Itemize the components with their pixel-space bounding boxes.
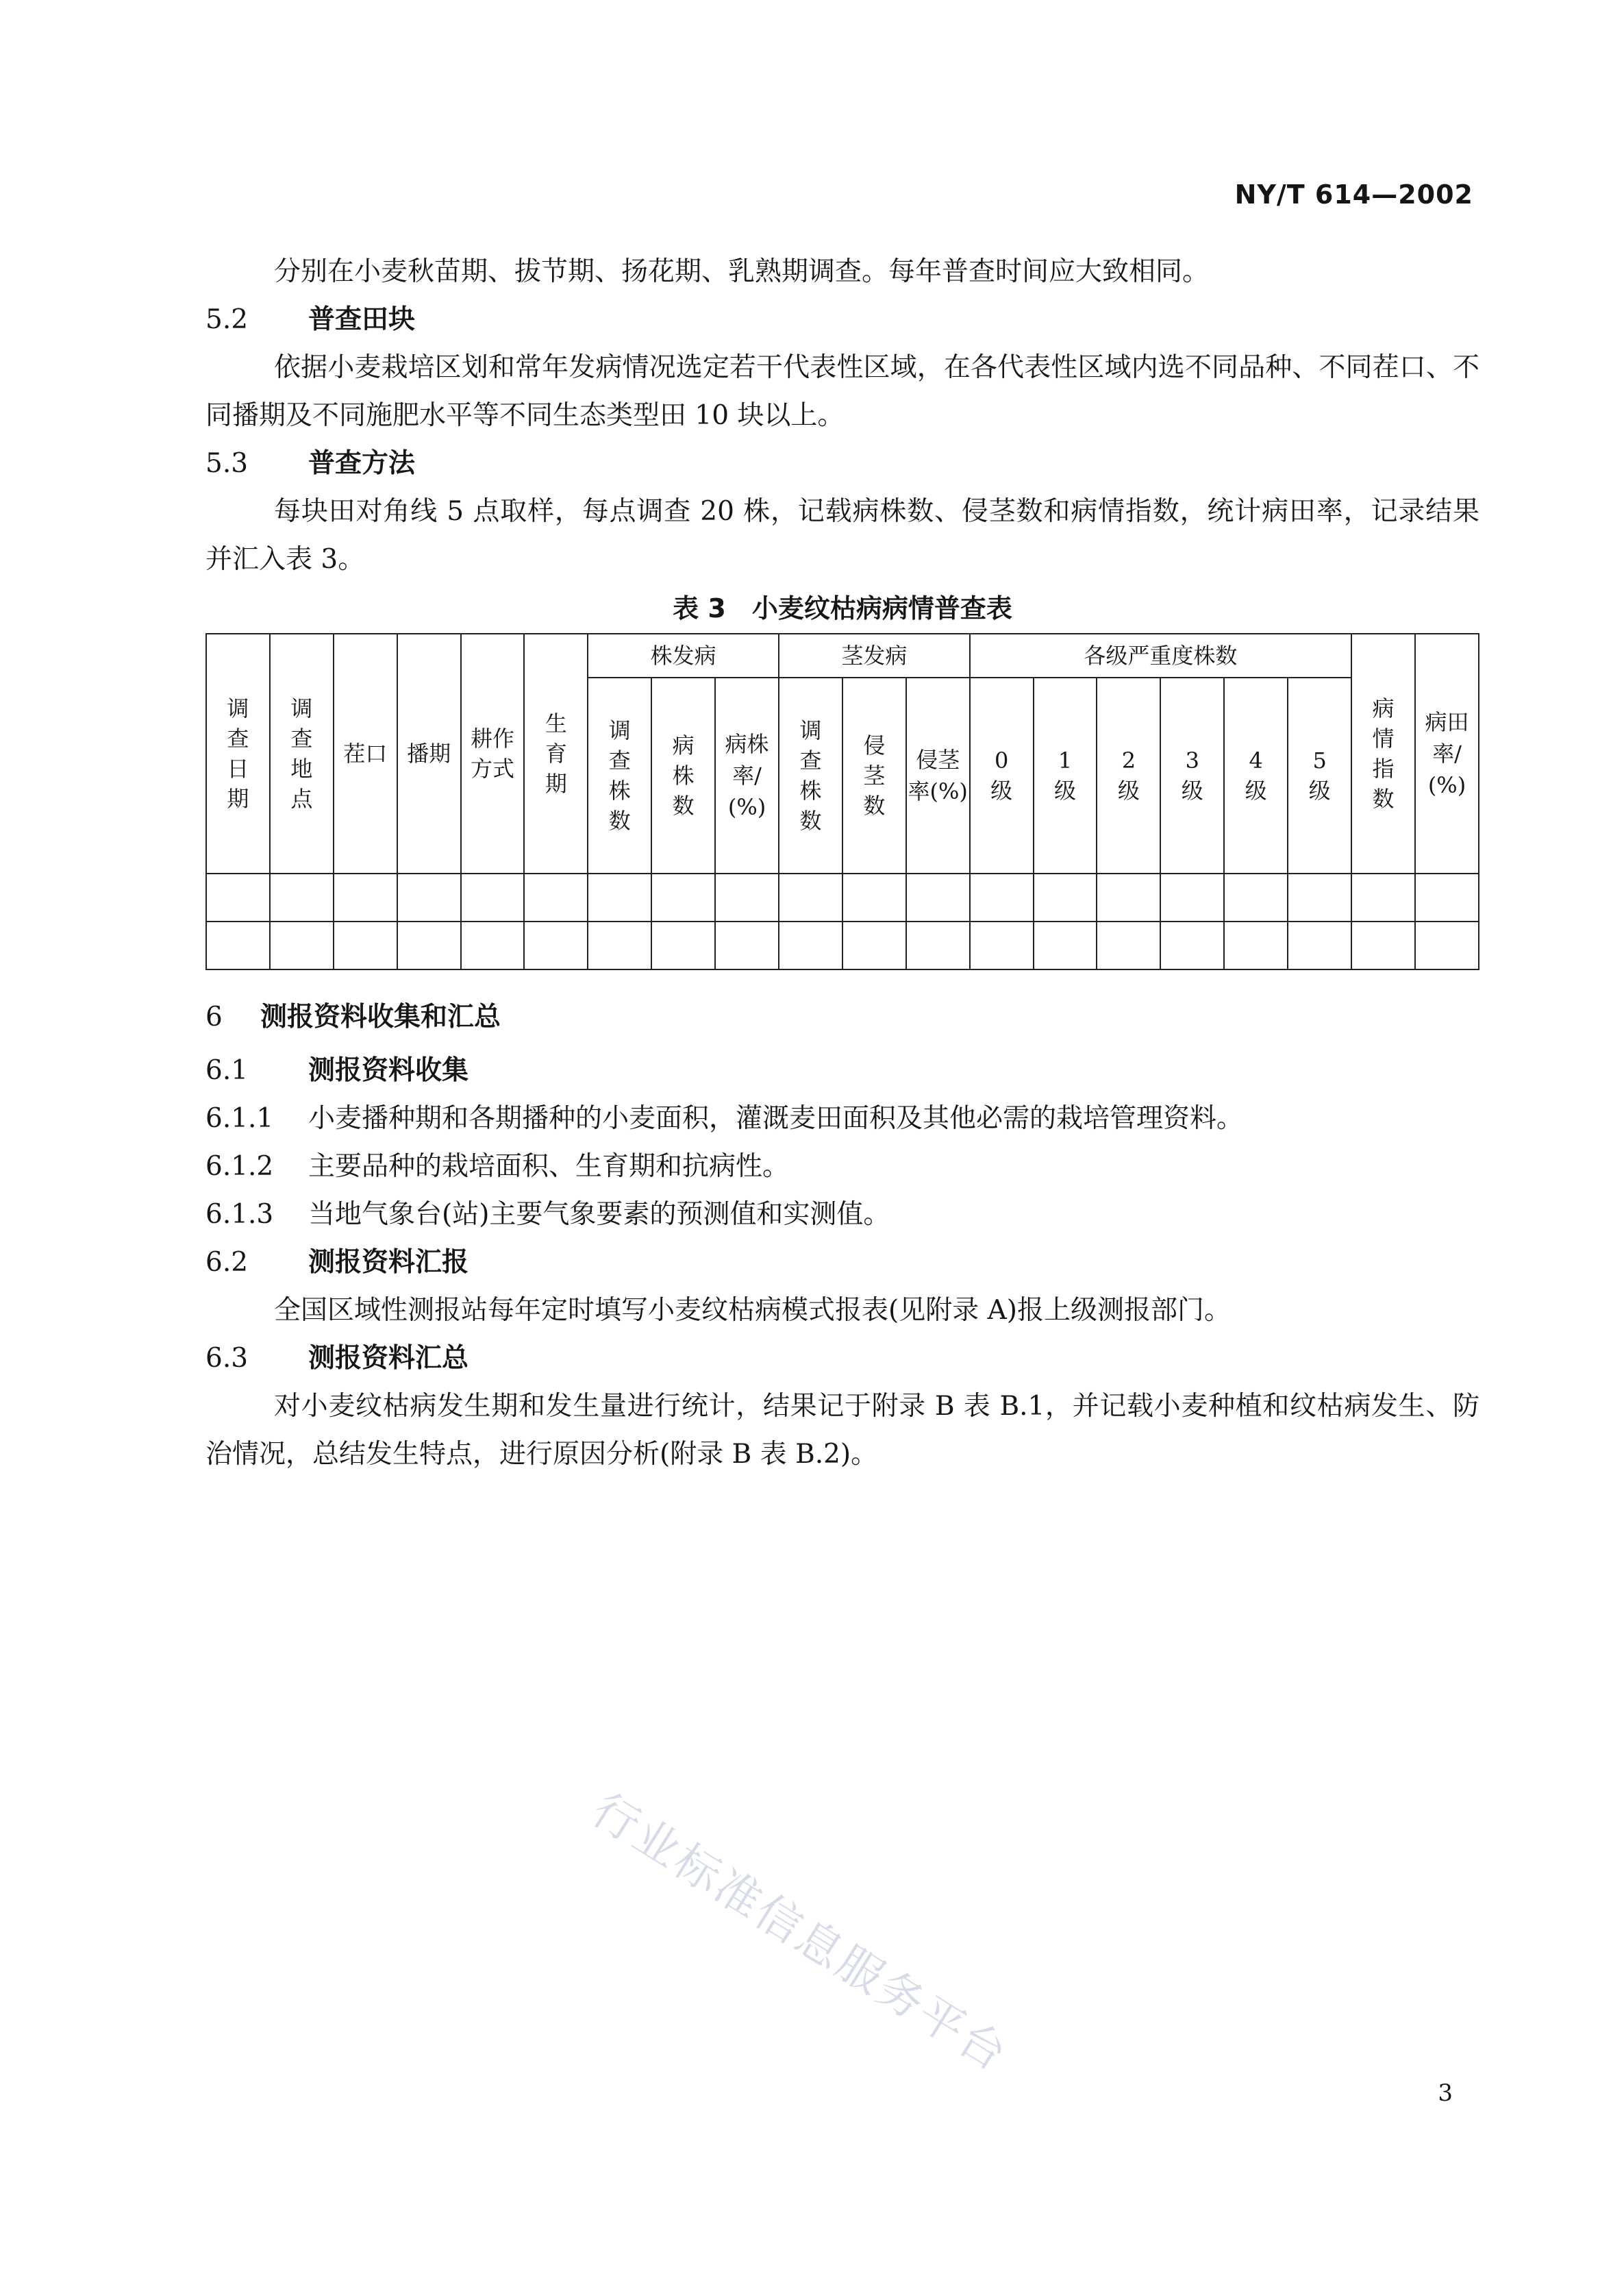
table-cell bbox=[397, 874, 461, 922]
header-cell: 病情指数 bbox=[1351, 634, 1415, 874]
paragraph-6-2: 全国区域性测报站每年定时填写小麦纹枯病模式报表(见附录 A)报上级测报部门。 bbox=[274, 1295, 1231, 1326]
header-cell: 调查株数 bbox=[588, 678, 651, 874]
table-cell bbox=[524, 922, 588, 969]
heading-title: 测报资料汇报 bbox=[308, 1247, 469, 1278]
table-cell bbox=[651, 874, 715, 922]
header-cell: 3级 bbox=[1160, 678, 1224, 874]
heading-title: 测报资料汇总 bbox=[308, 1343, 469, 1374]
table-cell bbox=[970, 922, 1034, 969]
table-cell bbox=[588, 922, 651, 969]
table-cell bbox=[1097, 922, 1160, 969]
header-cell: 侵茎率(%) bbox=[906, 678, 970, 874]
table-cell bbox=[1288, 922, 1351, 969]
table-cell bbox=[715, 874, 779, 922]
table-cell bbox=[461, 922, 525, 969]
heading-6 bbox=[205, 993, 1479, 1041]
heading-5-2 bbox=[205, 296, 1479, 344]
table-cell bbox=[1288, 874, 1351, 922]
table-cell bbox=[906, 874, 970, 922]
heading-6-1 bbox=[205, 1047, 1479, 1095]
table-cell bbox=[715, 922, 779, 969]
table-cell bbox=[1034, 922, 1097, 969]
header-cell: 播期 bbox=[397, 634, 461, 874]
item-number: 6.1.1 bbox=[205, 1103, 274, 1134]
header-cell: 株发病 bbox=[588, 634, 779, 678]
header-cell: 调查株数 bbox=[779, 678, 842, 874]
header-cell: 4级 bbox=[1224, 678, 1288, 874]
heading-6-3 bbox=[205, 1335, 1479, 1383]
table-cell bbox=[906, 922, 970, 969]
table-cell bbox=[524, 874, 588, 922]
table-cell bbox=[842, 922, 906, 969]
heading-number: 6.1 bbox=[205, 1055, 249, 1086]
heading-number: 6 bbox=[205, 1002, 223, 1033]
header-cell: 茎发病 bbox=[779, 634, 970, 678]
table-row bbox=[206, 874, 1479, 922]
table-cell bbox=[1415, 874, 1479, 922]
table-cell bbox=[1160, 922, 1224, 969]
list-item bbox=[205, 1143, 1479, 1191]
table-cell bbox=[206, 874, 270, 922]
table-cell bbox=[1224, 922, 1288, 969]
header-cell: 病株数 bbox=[651, 678, 715, 874]
table-cell bbox=[1351, 874, 1415, 922]
table-cell bbox=[588, 874, 651, 922]
header-cell: 病田率/(%) bbox=[1415, 634, 1479, 874]
header-cell: 侵茎数 bbox=[842, 678, 906, 874]
header-cell: 1级 bbox=[1034, 678, 1097, 874]
header-cell: 茬口 bbox=[334, 634, 397, 874]
header-cell: 耕作方式 bbox=[461, 634, 525, 874]
heading-5-3 bbox=[205, 440, 1479, 488]
table-cell bbox=[206, 922, 270, 969]
table-cell bbox=[1160, 874, 1224, 922]
heading-title: 测报资料收集 bbox=[308, 1055, 469, 1086]
heading-6-2 bbox=[205, 1239, 1479, 1287]
heading-title: 普查方法 bbox=[308, 448, 416, 479]
table-cell bbox=[461, 874, 525, 922]
table-cell bbox=[970, 874, 1034, 922]
table-header-row bbox=[206, 634, 1479, 678]
heading-title: 测报资料收集和汇总 bbox=[260, 1002, 501, 1033]
table-3-caption: 表 3 小麦纹枯病病情普查表 bbox=[673, 593, 1012, 623]
list-item bbox=[205, 1191, 1479, 1239]
heading-number: 6.3 bbox=[205, 1343, 249, 1374]
table-cell bbox=[1097, 874, 1160, 922]
table-cell bbox=[651, 922, 715, 969]
header-cell: 各级严重度株数 bbox=[970, 634, 1351, 678]
table-cell bbox=[270, 922, 334, 969]
standard-number: NY/T 614—2002 bbox=[1234, 180, 1473, 210]
table-cell bbox=[779, 874, 842, 922]
heading-number: 5.3 bbox=[205, 448, 249, 479]
paragraph-5-1-continued: 分别在小麦秋苗期、拔节期、扬花期、乳熟期调查。每年普查时间应大致相同。 bbox=[274, 256, 1210, 287]
heading-number: 5.2 bbox=[205, 304, 249, 335]
header-cell: 0级 bbox=[970, 678, 1034, 874]
header-cell: 调查日期 bbox=[206, 634, 270, 874]
table-3 bbox=[205, 633, 1479, 970]
table-cell bbox=[334, 922, 397, 969]
table-cell bbox=[1034, 874, 1097, 922]
table-cell bbox=[270, 874, 334, 922]
list-item bbox=[205, 1095, 1479, 1143]
table-cell bbox=[397, 922, 461, 969]
heading-number: 6.2 bbox=[205, 1247, 249, 1278]
table-cell bbox=[1415, 922, 1479, 969]
page-number: 3 bbox=[1438, 2079, 1453, 2107]
table-cell bbox=[779, 922, 842, 969]
item-text: 当地气象台(站)主要气象要素的预测值和实测值。 bbox=[308, 1199, 890, 1230]
watermark: 行业标准信息服务平台 bbox=[583, 1783, 1018, 2082]
header-cell: 2级 bbox=[1097, 678, 1160, 874]
table-row bbox=[206, 922, 1479, 969]
table-cell bbox=[1224, 874, 1288, 922]
body-text bbox=[205, 248, 1479, 1479]
table-cell bbox=[334, 874, 397, 922]
paragraph-5-3: 每块田对角线 5 点取样，每点调查 20 株，记载病株数、侵茎数和病情指数，统计病田率，记录结果并汇入表 3。 bbox=[205, 496, 1479, 575]
item-number: 6.1.2 bbox=[205, 1151, 274, 1182]
item-text: 主要品种的栽培面积、生育期和抗病性。 bbox=[308, 1151, 790, 1182]
table-cell bbox=[1351, 922, 1415, 969]
paragraph-6-3: 对小麦纹枯病发生期和发生量进行统计，结果记于附录 B 表 B.1，并记载小麦种植和纹枯病发生、防治情况，总结发生特点，进行原因分析(附录 B 表 B.2)。 bbox=[205, 1391, 1479, 1470]
paragraph-5-2: 依据小麦栽培区划和常年发病情况选定若干代表性区域，在各代表性区域内选不同品种、不同茬口、不同播期及不同施肥水平等不同生态类型田 10 块以上。 bbox=[205, 352, 1479, 431]
header-cell: 病株率/(%) bbox=[715, 678, 779, 874]
header-cell: 生育期 bbox=[524, 634, 588, 874]
item-text: 小麦播种期和各期播种的小麦面积，灌溉麦田面积及其他必需的栽培管理资料。 bbox=[308, 1103, 1244, 1134]
header-cell: 5级 bbox=[1288, 678, 1351, 874]
header-cell: 调查地点 bbox=[270, 634, 334, 874]
table-cell bbox=[842, 874, 906, 922]
heading-title: 普查田块 bbox=[308, 304, 416, 335]
item-number: 6.1.3 bbox=[205, 1199, 274, 1230]
